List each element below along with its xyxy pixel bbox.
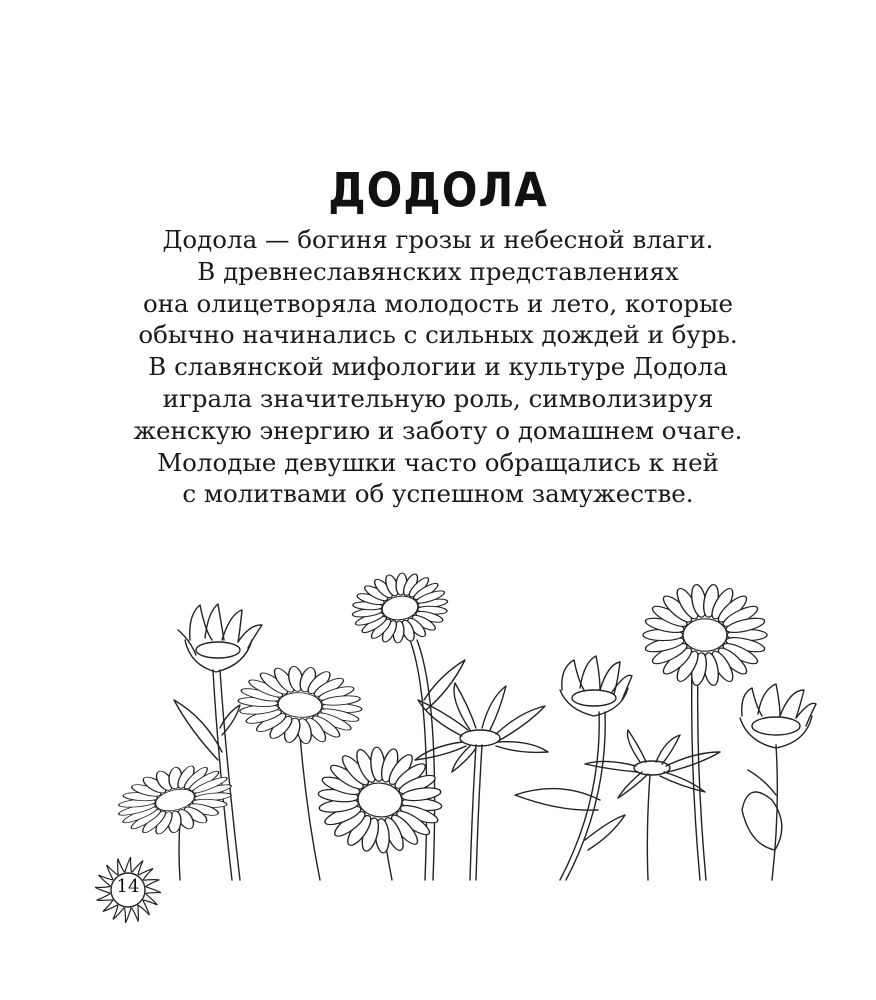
paragraph-line: играла значительную роль, символизируя: [162, 383, 714, 413]
paragraph-line: В древнеславянских представлениях: [197, 256, 679, 286]
body-paragraph: [60, 224, 816, 510]
paragraph-line: она олицетворяла молодость и лето, которые: [142, 288, 734, 318]
paragraph-line: женскую энергию и заботу о домашнем очаге.: [133, 415, 743, 445]
paragraph-line: с молитвами об успешном замужестве.: [182, 479, 694, 509]
paragraph-line: В славянской мифологии и культуре Додола: [148, 352, 728, 382]
page-title: ДОДОЛА: [328, 163, 548, 218]
paragraph-line: Молодые девушки часто обращались к ней: [157, 447, 719, 477]
page-number: 14: [116, 876, 140, 897]
paragraph-line: обычно начинались с сильных дождей и бурь.: [138, 320, 738, 350]
paragraph-line: Додола — богиня грозы и небесной влаги.: [162, 225, 714, 254]
daisy-flowers-illustration: [0, 540, 876, 890]
